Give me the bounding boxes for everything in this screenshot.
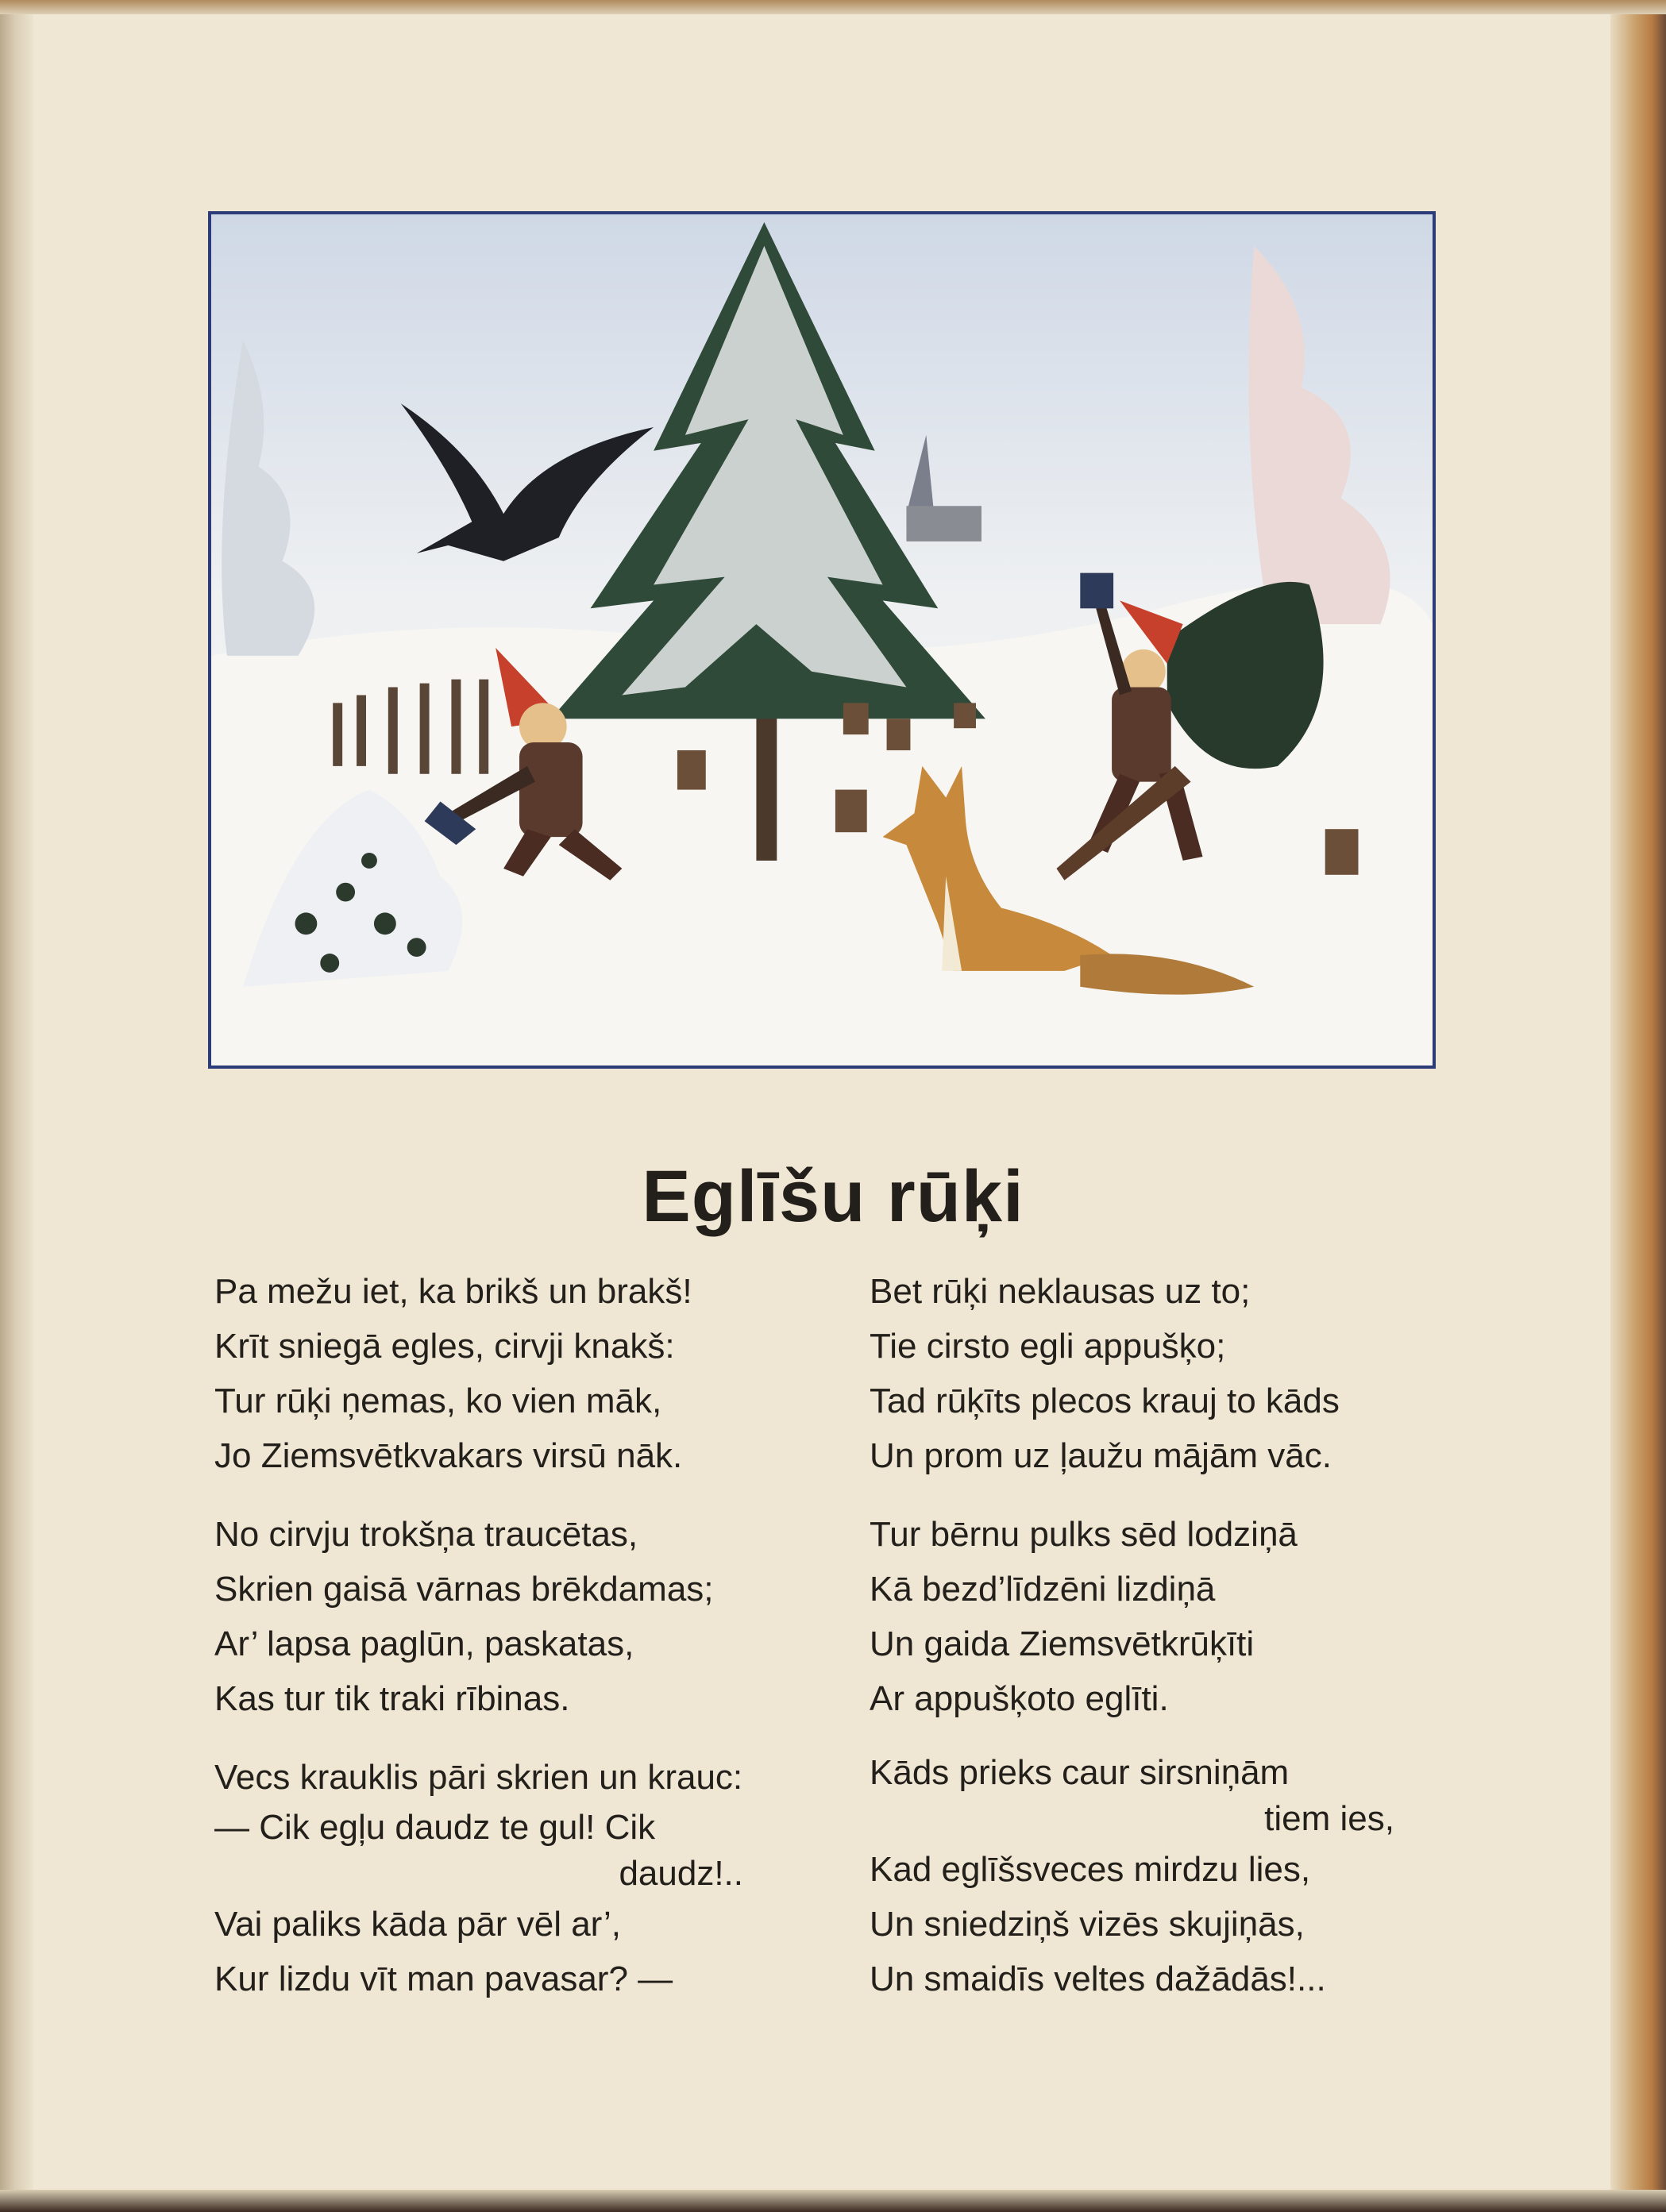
- poem-column-left: [214, 1264, 834, 2030]
- stanza: [214, 1507, 834, 1726]
- verse-line: Kāds prieks caur sirsniņām: [870, 1753, 1290, 1792]
- verse-line: Tad rūķīts plecos krauj to kāds: [870, 1382, 1340, 1420]
- verse-line: Tur bērnu pulks sēd lodziņā: [870, 1515, 1298, 1554]
- verse-line: Un prom uz ļaužu mājām vāc.: [870, 1436, 1332, 1475]
- poem-column-right: [870, 1264, 1473, 2030]
- verse-line: Kur lizdu vīt man pavasar? —: [214, 1960, 673, 1998]
- stanza: [214, 1264, 834, 1483]
- verse-line: Jo Ziemsvētkvakars virsū nāk.: [214, 1436, 683, 1475]
- stanza: [870, 1264, 1473, 1483]
- verse-line: Tie cirsto egli appušķo;: [870, 1327, 1226, 1366]
- stanza: [870, 1507, 1473, 1726]
- stanza: [214, 1750, 834, 2006]
- verse-line: Ar appušķoto eglīti.: [870, 1679, 1169, 1718]
- verse-line: Un smaidīs veltes dažādās!...: [870, 1960, 1326, 1998]
- stanza: [870, 1750, 1473, 2006]
- poem-title: Eglīšu rūķi: [642, 1156, 1024, 1237]
- verse-line: Krīt sniegā egles, cirvji knakš:: [214, 1327, 675, 1366]
- page-edge-right: [1610, 0, 1666, 2212]
- verse-line: — Cik egļu daudz te gul! Cik: [214, 1808, 656, 1847]
- verse-line-continuation: daudz!..: [619, 1854, 743, 1893]
- illustration-svg: [211, 214, 1433, 1066]
- verse-line: Kas tur tik traki rībinas.: [214, 1679, 570, 1718]
- verse-line: Bet rūķi neklausas uz to;: [870, 1272, 1251, 1311]
- verse-line: Un gaida Ziemsvētkrūķīti: [870, 1624, 1255, 1663]
- verse-line: Skrien gaisā vārnas brēkdamas;: [214, 1570, 714, 1609]
- page-edge-top: [0, 0, 1666, 14]
- page-edge-bottom: [0, 2190, 1666, 2212]
- verse-line: Ar’ lapsa paglūn, paskatas,: [214, 1624, 634, 1663]
- verse-line: Vecs krauklis pāri skrien un krauc:: [214, 1758, 743, 1797]
- verse-line: Tur rūķi ņemas, ko vien māk,: [214, 1382, 662, 1420]
- verse-line: Kad eglīšsveces mirdzu lies,: [870, 1850, 1311, 1889]
- book-spine: [0, 0, 33, 2212]
- verse-line: No cirvju trokšņa traucētas,: [214, 1515, 638, 1554]
- verse-line: Kā bezd’līdzēni lizdiņā: [870, 1570, 1216, 1609]
- verse-line: Vai paliks kāda pār vēl ar’,: [214, 1905, 621, 1944]
- verse-line: Pa mežu iet, ka brikš un brakš!: [214, 1272, 692, 1311]
- winter-forest-illustration: [208, 211, 1436, 1069]
- church: [906, 506, 981, 541]
- verse-line: Un sniedziņš vizēs skujiņās,: [870, 1905, 1305, 1944]
- verse-line-continuation: tiem ies,: [1264, 1799, 1394, 1838]
